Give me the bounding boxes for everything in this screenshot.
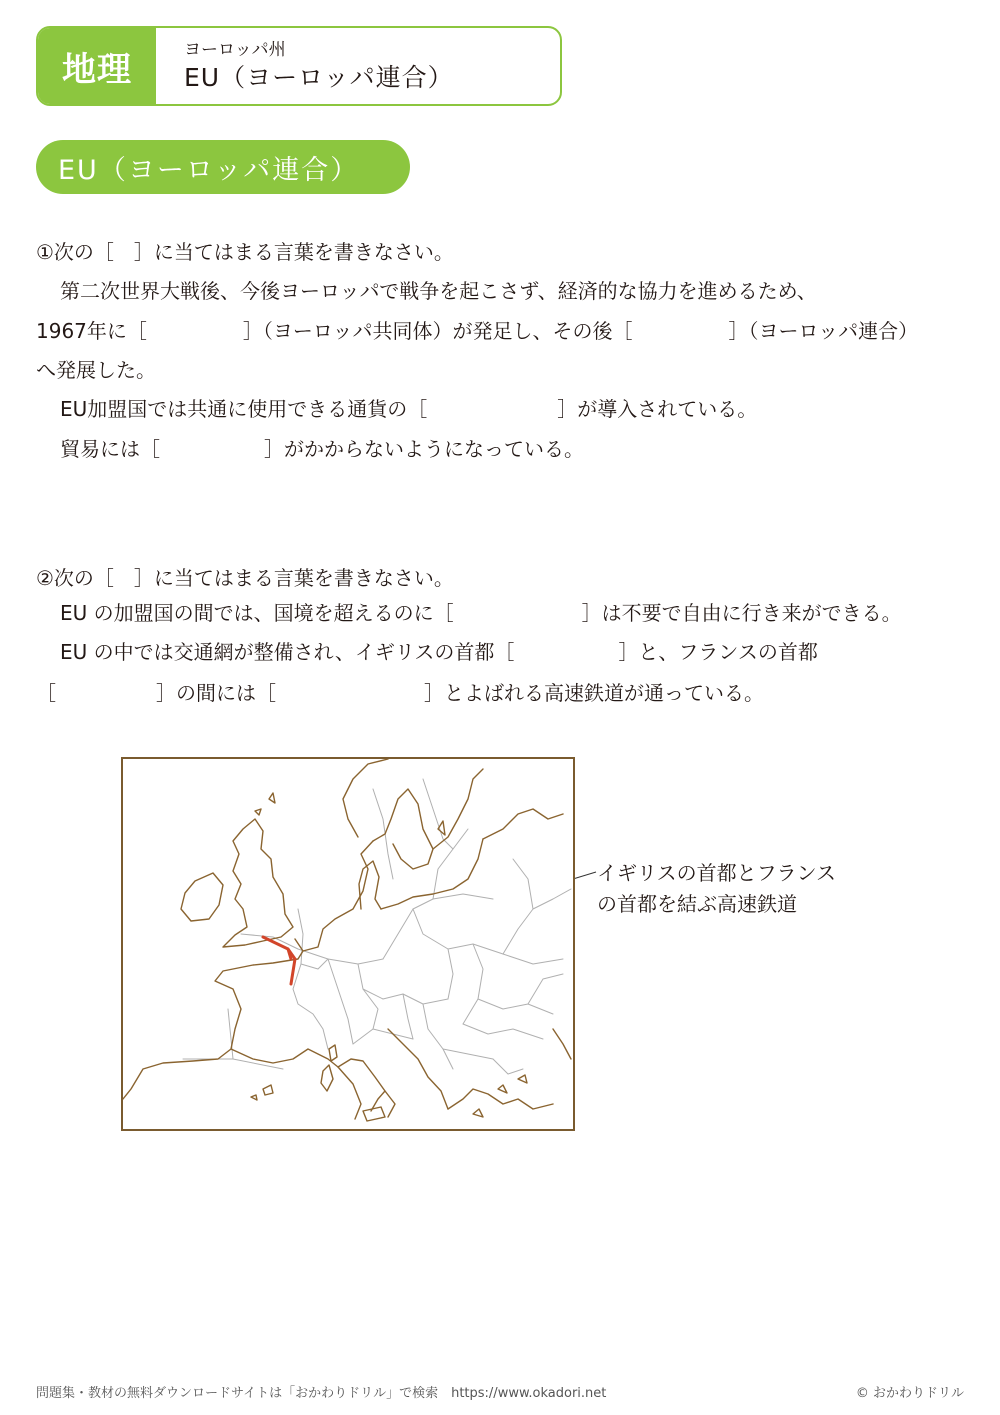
q2-line-3-a: ［ [36, 681, 56, 705]
q1-line-4-b: ］が導入されている。 [557, 397, 758, 421]
q1-line-3: へ発展した。 [36, 358, 156, 382]
q2-line-1 [60, 597, 902, 626]
q1-line-1: 第二次世界大戦後、今後ヨーロッパで戦争を起こさず、経済的な協力を進めるため、 [60, 279, 817, 303]
header-text [156, 28, 454, 104]
q2-line-2-b: ］と、フランスの首都 [618, 640, 818, 664]
q2-line-2-a: EU の中では交通網が整備され、イギリスの首都［ [60, 640, 515, 664]
q1-line-2-a: 1967年に［ [36, 319, 147, 343]
unit-label: ヨーロッパ州 [184, 40, 286, 60]
q1-line-5 [60, 433, 584, 462]
q1-line-2 [36, 315, 918, 344]
subject-label: 地理 [38, 28, 156, 104]
q1-line-4-a: EU加盟国では共通に使用できる通貨の［ [60, 397, 428, 421]
q1-line-5-a: 貿易には［ [60, 437, 160, 461]
q2-line-1-b: ］は不要で自由に行き来ができる。 [581, 601, 902, 625]
europe-map [121, 757, 575, 1131]
section-title: EU（ヨーロッパ連合） [36, 140, 410, 194]
worksheet-title: EU（ヨーロッパ連合） [184, 63, 454, 92]
footer-copyright: © おかわりドリル [855, 1386, 964, 1401]
q2-line-3 [36, 677, 764, 706]
country-borders [183, 779, 571, 1074]
worksheet-header [36, 26, 562, 106]
q2-line-1-a: EU の加盟国の間では、国境を超えるのに［ [60, 601, 454, 625]
europe-map-svg [123, 759, 573, 1129]
coastlines [123, 759, 571, 1121]
q1-prompt: ①次の［ ］に当てはまる言葉を書きなさい。 [36, 240, 454, 264]
q2-prompt: ②次の［ ］に当てはまる言葉を書きなさい。 [36, 566, 454, 590]
q1-line-2-b: ］（ヨーロッパ共同体）が発足し、その後［ [242, 319, 633, 343]
map-callout [597, 858, 836, 920]
q1-line-2-c: ］（ヨーロッパ連合） [728, 319, 919, 343]
callout-line-1: イギリスの首都とフランス [597, 861, 836, 885]
q1-line-5-b: ］がかからないようになっている。 [264, 437, 584, 461]
footer-site-info: 問題集・教材の無料ダウンロードサイトは「おかわりドリル」で検索 https://www.okadori.net [36, 1386, 607, 1401]
q2-line-3-c: ］とよばれる高速鉄道が通っている。 [424, 681, 764, 705]
q1-line-4 [60, 393, 757, 422]
q2-line-2 [60, 636, 818, 665]
callout-line-2: の首都を結ぶ高速鉄道 [597, 892, 797, 916]
q2-line-3-b: ］の間には［ [156, 681, 276, 705]
